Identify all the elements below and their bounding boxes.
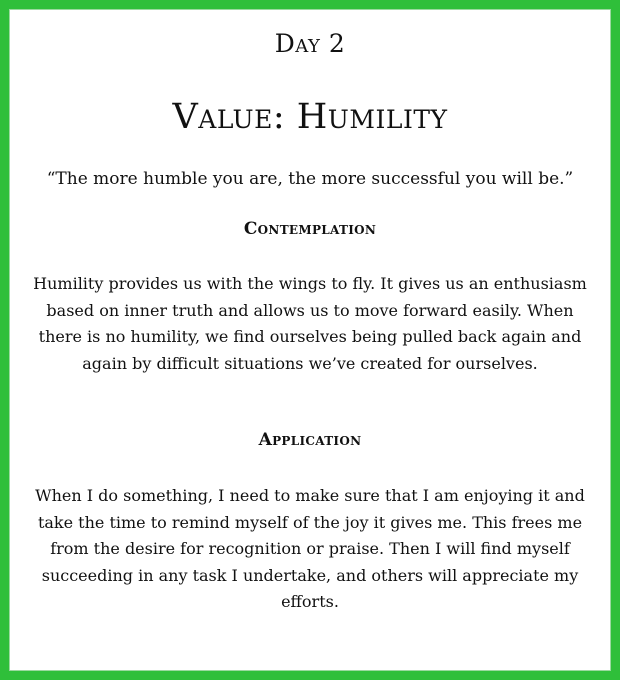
application-text: When I do something, I need to make sure that I am enjoying it and take the time to remind myself of the joy it gives me. This frees me from the desire for recognition or praise. Then I will find myself succeeding in any task I undertake, and others will appreciate my efforts. — [35, 486, 585, 611]
application-heading: Application — [258, 430, 362, 450]
quote: “The more humble you are, the more successful you will be.” — [46, 169, 574, 189]
contemplation-text: Humility provides us with the wings to fly. It gives us an enthusiasm based on inner truth and allows us to move forward easily. When there is no humility, we find ourselves being pulled back again and again by difficult situations we’ve created for ourselves. — [33, 274, 587, 373]
document-page — [12, 12, 608, 668]
value-title: Value: Humility — [172, 97, 448, 137]
contemplation-heading: Contemplation — [243, 219, 377, 239]
day-label: Day 2 — [274, 29, 346, 58]
